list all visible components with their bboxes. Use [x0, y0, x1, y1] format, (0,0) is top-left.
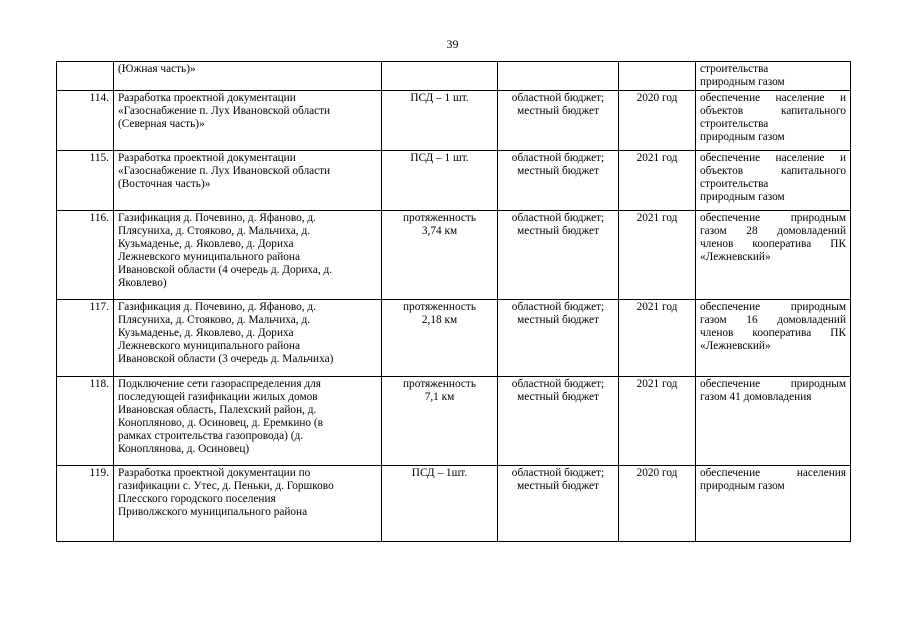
row-number-cell: [57, 62, 114, 91]
measure-name-cell-line: Приволжского муниципального района: [118, 506, 308, 518]
expected-result-cell-line: газом 16 домовладений: [700, 314, 846, 326]
measure-name-cell-line: Разработка проектной документации: [118, 152, 296, 164]
expected-result-cell: [696, 300, 851, 377]
table-row: [57, 466, 851, 542]
expected-result-cell-line: природным газом: [700, 480, 785, 492]
expected-result-cell-line: обеспечение природным: [700, 301, 846, 313]
volume-cell-line: ПСД – 1 шт.: [410, 92, 469, 104]
row-number-cell: 116.: [57, 211, 114, 300]
table-row: [57, 300, 851, 377]
expected-result-cell-line: обеспечение население и: [700, 92, 846, 104]
expected-result-cell-line: природным газом: [700, 76, 785, 88]
funding-source-cell: [498, 211, 619, 300]
funding-source-cell-line: областной бюджет;: [511, 301, 605, 313]
volume-cell: [382, 466, 498, 542]
volume-cell-line: ПСД – 1 шт.: [410, 152, 469, 164]
measure-name-cell-line: (Восточная часть)»: [118, 178, 211, 190]
row-number-cell: 118.: [57, 377, 114, 466]
expected-result-cell-line: «Лежневский»: [700, 251, 771, 263]
volume-cell: [382, 377, 498, 466]
funding-source-cell-line: местный бюджет: [517, 165, 599, 177]
year-cell: 2021 год: [619, 300, 696, 377]
expected-result-cell: [696, 91, 851, 151]
expected-result-cell-line: обеспечение населения: [700, 467, 846, 479]
volume-cell-line: 7,1 км: [424, 391, 455, 403]
measure-name-cell-line: Лежневского муниципального района: [118, 340, 300, 352]
measure-name-cell: [114, 151, 382, 211]
expected-result-cell-line: газом 41 домовладения: [700, 391, 812, 403]
volume-cell-line: протяженность: [403, 301, 476, 313]
expected-result-cell-line: строительства: [700, 178, 769, 190]
table-row: [57, 151, 851, 211]
funding-source-cell: [498, 151, 619, 211]
measure-name-cell-line: газификации с. Утес, д. Пеньки, д. Горшково: [118, 480, 334, 492]
year-cell: 2021 год: [619, 151, 696, 211]
volume-cell: [382, 151, 498, 211]
expected-result-cell-line: «Лежневский»: [700, 340, 771, 352]
page-number: 39: [446, 37, 459, 51]
measure-name-cell-line: Ивановская область, Палехский район, д.: [118, 404, 317, 416]
expected-result-cell-line: строительства: [700, 63, 769, 75]
year-cell: [619, 62, 696, 91]
expected-result-cell-line: обеспечение природным: [700, 212, 846, 224]
measure-name-cell-line: «Газоснабжение п. Лух Ивановской области: [118, 105, 331, 117]
row-number-cell: 114.: [57, 91, 114, 151]
expected-result-cell-line: членов кооператива ПК: [700, 327, 846, 339]
volume-cell: [382, 211, 498, 300]
measure-name-cell: [114, 91, 382, 151]
measure-name-cell: [114, 377, 382, 466]
expected-result-cell: [696, 211, 851, 300]
table-row: [57, 211, 851, 300]
table-row: [57, 91, 851, 151]
expected-result-cell-line: членов кооператива ПК: [700, 238, 846, 250]
expected-result-cell: [696, 62, 851, 91]
expected-result-cell-line: объектов капитального: [700, 165, 846, 177]
row-number-cell: 119.: [57, 466, 114, 542]
volume-cell: [382, 62, 498, 91]
funding-source-cell-line: областной бюджет;: [511, 152, 605, 164]
funding-source-cell-line: областной бюджет;: [511, 212, 605, 224]
measure-name-cell-line: рамках строительства газопровода) (д.: [118, 430, 304, 442]
measure-name-cell-line: «Газоснабжение п. Лух Ивановской области: [118, 165, 331, 177]
measure-name-cell-line: Разработка проектной документации: [118, 92, 296, 104]
funding-source-cell-line: местный бюджет: [517, 225, 599, 237]
year-cell: 2021 год: [619, 211, 696, 300]
row-number-cell: 117.: [57, 300, 114, 377]
expected-result-cell: [696, 377, 851, 466]
volume-cell-line: протяженность: [403, 378, 476, 390]
year-cell: 2021 год: [619, 377, 696, 466]
funding-source-cell-line: местный бюджет: [517, 480, 599, 492]
measure-name-cell: [114, 62, 382, 91]
funding-source-cell-line: местный бюджет: [517, 314, 599, 326]
volume-cell-line: ПСД – 1шт.: [411, 467, 468, 479]
expected-result-cell-line: природным газом: [700, 131, 785, 143]
measure-name-cell-line: Плясуниха, д. Стояково, д. Мальчиха, д.: [118, 225, 311, 237]
measure-name-cell-line: Кузьмаденье, д. Яковлево, д. Дориха: [118, 327, 294, 339]
table-row: [57, 377, 851, 466]
measure-name-cell-line: Ивановской области (4 очередь д. Дориха, д.: [118, 264, 333, 276]
expected-result-cell-line: газом 28 домовладений: [700, 225, 846, 237]
expected-result-cell-line: объектов капитального: [700, 105, 846, 117]
funding-source-cell-line: областной бюджет;: [511, 92, 605, 104]
measure-name-cell-line: Лежневского муниципального района: [118, 251, 300, 263]
measure-name-cell-line: (Северная часть)»: [118, 118, 205, 130]
measure-name-cell-line: Подключение сети газораспределения для: [118, 378, 321, 390]
funding-source-cell-line: местный бюджет: [517, 105, 599, 117]
table-row: [57, 62, 851, 91]
volume-cell: [382, 91, 498, 151]
measure-name-cell-line: Газификация д. Почевино, д. Яфаново, д.: [118, 301, 316, 313]
funding-source-cell: [498, 466, 619, 542]
funding-source-cell: [498, 300, 619, 377]
expected-result-cell-line: строительства: [700, 118, 769, 130]
measure-name-cell-line: Плясуниха, д. Стояково, д. Мальчиха, д.: [118, 314, 311, 326]
year-cell: 2020 год: [619, 91, 696, 151]
expected-result-cell-line: обеспечение население и: [700, 152, 846, 164]
volume-cell: [382, 300, 498, 377]
measure-name-cell: [114, 300, 382, 377]
funding-source-cell: [498, 377, 619, 466]
funding-source-cell: [498, 62, 619, 91]
measure-name-cell: [114, 211, 382, 300]
funding-source-cell-line: областной бюджет;: [511, 378, 605, 390]
volume-cell-line: 2,18 км: [421, 314, 458, 326]
measure-name-cell-line: Плесского городского поселения: [118, 493, 276, 505]
volume-cell-line: протяженность: [403, 212, 476, 224]
expected-result-cell-line: обеспечение природным: [700, 378, 846, 390]
measures-table: [56, 61, 851, 542]
measure-name-cell-line: Газификация д. Почевино, д. Яфаново, д.: [118, 212, 316, 224]
measure-name-cell-line: (Южная часть)»: [118, 63, 196, 75]
expected-result-cell-line: природным газом: [700, 191, 785, 203]
measure-name-cell-line: Ивановской области (3 очередь д. Мальчиха): [118, 353, 334, 365]
measure-name-cell: [114, 466, 382, 542]
measure-name-cell-line: последующей газификации жилых домов: [118, 391, 318, 403]
volume-cell-line: 3,74 км: [421, 225, 458, 237]
expected-result-cell: [696, 151, 851, 211]
expected-result-cell: [696, 466, 851, 542]
measure-name-cell-line: Кузьмаденье, д. Яковлево, д. Дориха: [118, 238, 294, 250]
year-cell: 2020 год: [619, 466, 696, 542]
measure-name-cell-line: Разработка проектной документации по: [118, 467, 311, 479]
measure-name-cell-line: Коноплянова, д. Осиновец): [118, 443, 250, 455]
measure-name-cell-line: Конопляново, д. Осиновец, д. Еремкино (в: [118, 417, 323, 429]
funding-source-cell-line: областной бюджет;: [511, 467, 605, 479]
funding-source-cell-line: местный бюджет: [517, 391, 599, 403]
row-number-cell: 115.: [57, 151, 114, 211]
funding-source-cell: [498, 91, 619, 151]
measure-name-cell-line: Яковлево): [118, 277, 167, 289]
